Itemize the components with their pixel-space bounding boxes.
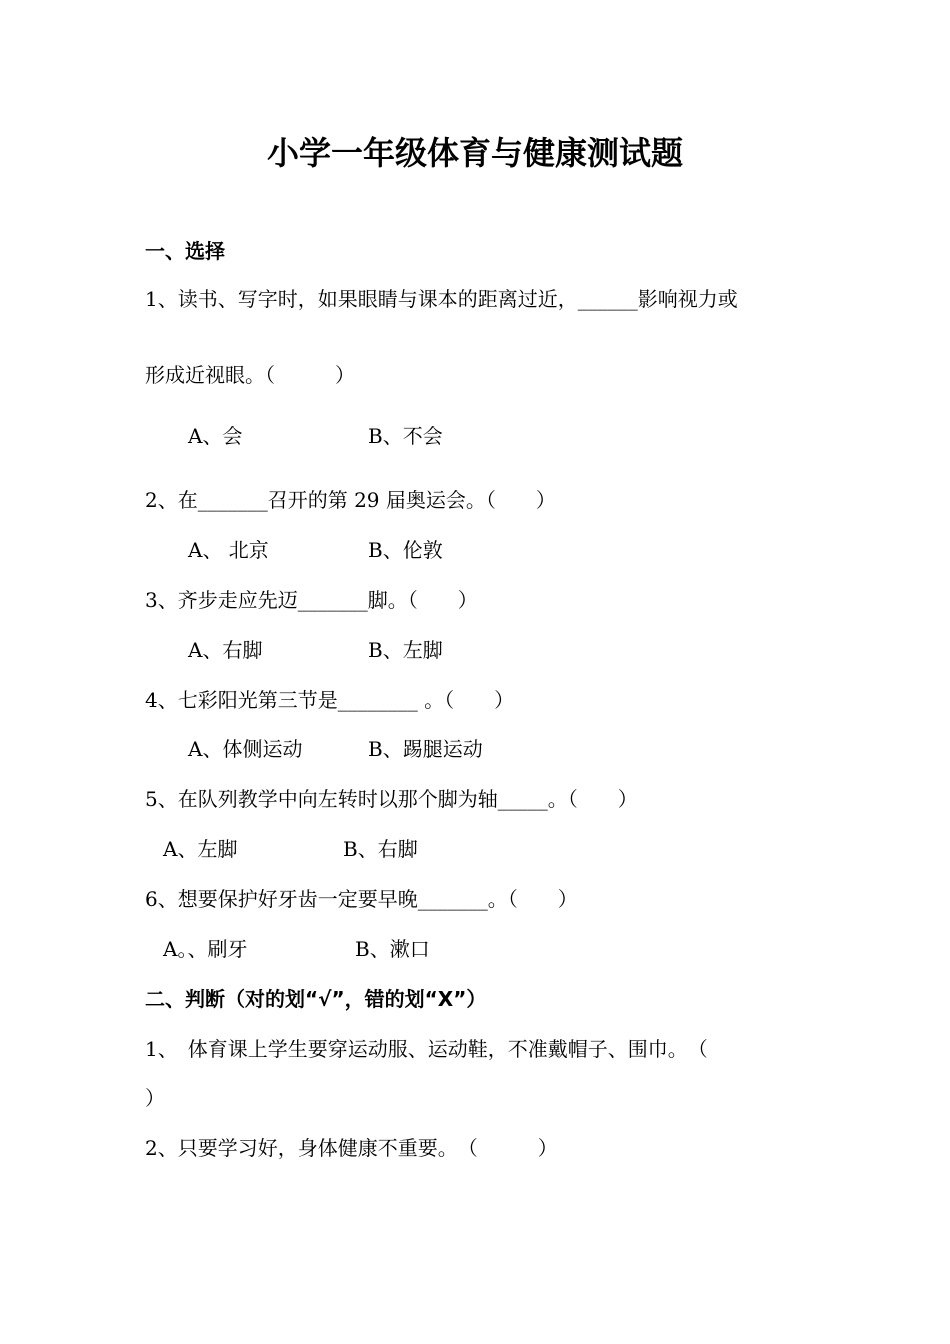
question-5-option-b: B、右脚: [343, 837, 418, 861]
question-6-option-b: B、漱口: [355, 937, 430, 961]
question-2-option-a: A、 北京: [188, 538, 269, 562]
question-3: 3、齐步走应先迈_______脚。（ ）: [145, 588, 478, 612]
question-4: 4、七彩阳光第三节是________ 。（ ）: [145, 688, 515, 712]
question-6: 6、想要保护好牙齿一定要早晚_______。（ ）: [145, 887, 578, 911]
question-3-option-b: B、左脚: [368, 638, 443, 662]
question-4-option-b: B、踢腿运动: [368, 737, 483, 761]
question-1-line-2: 形成近视眼。（ ）: [145, 363, 355, 387]
section-heading-true-false: 二、判断（对的划“√”，错的划“X”）: [145, 987, 487, 1011]
question-3-option-a: A、右脚: [188, 638, 263, 662]
section-heading-choice: 一、选择: [145, 239, 225, 263]
question-2: 2、在_______召开的第 29 届奥运会。（ ）: [145, 488, 556, 512]
question-5: 5、在队列教学中向左转时以那个脚为轴_____。（ ）: [145, 787, 638, 811]
question-1-line-1: 1、读书、写字时，如果眼睛与课本的距离过近，______影响视力或: [145, 287, 738, 311]
judgement-1-line-1: 1、 体育课上学生要穿运动服、运动鞋，不准戴帽子、围巾。 （: [145, 1037, 708, 1061]
judgement-2: 2、只要学习好，身体健康不重要。 （ ）: [145, 1136, 558, 1160]
page-title: 小学一年级体育与健康测试题: [266, 134, 683, 172]
question-1-option-a: A、会: [188, 424, 243, 448]
question-5-option-a: A、左脚: [163, 837, 238, 861]
question-4-option-a: A、体侧运动: [188, 737, 303, 761]
question-6-option-a: A。、刷牙: [163, 937, 248, 961]
judgement-1-line-2: ）: [145, 1086, 165, 1110]
question-2-option-b: B、伦敦: [368, 538, 443, 562]
question-1-option-b: B、不会: [368, 424, 443, 448]
